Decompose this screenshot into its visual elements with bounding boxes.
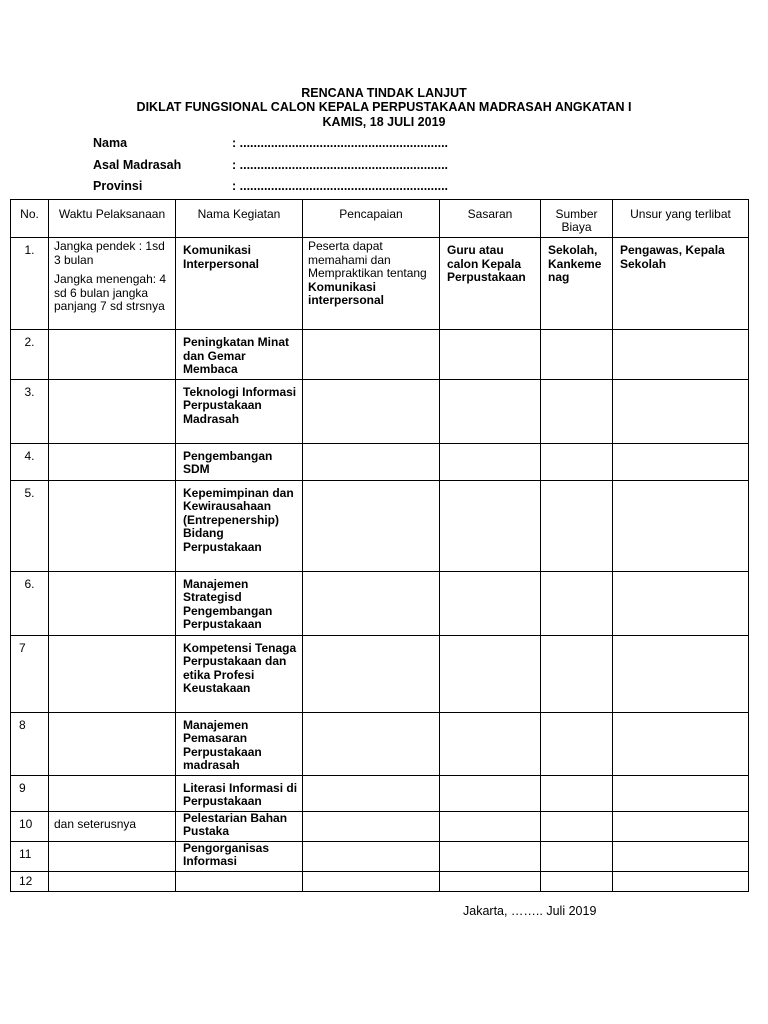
table-row	[11, 841, 749, 871]
row-waktu	[49, 871, 176, 891]
row-no: 10	[11, 811, 49, 841]
row-sumber-biaya	[541, 571, 613, 635]
waktu-jangka-menengah: Jangka menengah: 4 sd 6 bulan jangka panjang 7 sd strsnya	[54, 272, 167, 313]
row-pencapaian	[303, 379, 440, 443]
row-pencapaian	[303, 841, 440, 871]
row-sasaran	[440, 480, 541, 571]
row-unsur	[613, 330, 749, 380]
row-no: 3.	[11, 379, 49, 443]
table-row	[11, 712, 749, 775]
header-pencapaian: Pencapaian	[303, 200, 440, 238]
row-waktu	[49, 775, 176, 811]
row-sasaran	[440, 330, 541, 380]
row-sumber-biaya	[541, 841, 613, 871]
row-sasaran	[440, 443, 541, 480]
row-sasaran	[440, 775, 541, 811]
table-header-row	[11, 200, 749, 238]
row-no: 11	[11, 841, 49, 871]
row-kegiatan	[176, 871, 303, 891]
nama-value: : ............................................................	[232, 136, 449, 150]
row-no: 7	[11, 635, 49, 712]
row-waktu	[49, 841, 176, 871]
row-pencapaian	[303, 571, 440, 635]
header-sasaran: Sasaran	[440, 200, 541, 238]
row-unsur	[613, 871, 749, 891]
row-pencapaian	[303, 330, 440, 380]
row-pencapaian	[303, 871, 440, 891]
row-waktu	[49, 379, 176, 443]
row-unsur	[613, 635, 749, 712]
table-row	[11, 635, 749, 712]
row-sasaran	[440, 871, 541, 891]
row-sasaran	[440, 571, 541, 635]
table-row	[11, 480, 749, 571]
header-waktu: Waktu Pelaksanaan	[49, 200, 176, 238]
nama-label: Nama	[93, 136, 128, 150]
row-pencapaian	[303, 712, 440, 775]
row-sumber-biaya	[541, 443, 613, 480]
row-kegiatan: Kepemimpinan dan Kewirausahaan (Entrepenership) Bidang Perpustakaan	[176, 480, 303, 571]
row-unsur	[613, 841, 749, 871]
header-kegiatan: Nama Kegiatan	[176, 200, 303, 238]
row-kegiatan: Manajemen Pemasaran Perpustakaan madrasah	[176, 712, 303, 775]
table-row	[11, 379, 749, 443]
row-no: 1.	[11, 238, 49, 330]
header-unsur: Unsur yang terlibat	[613, 200, 749, 238]
row-kegiatan: Pelestarian Bahan Pustaka	[176, 811, 303, 841]
row-sumber-biaya	[541, 379, 613, 443]
row-pencapaian	[303, 775, 440, 811]
document-date: KAMIS, 18 JULI 2019	[322, 115, 446, 129]
row-waktu: dan seterusnya	[49, 811, 176, 841]
asal-madrasah-label: Asal Madrasah	[93, 158, 182, 172]
row-unsur: Pengawas, Kepala Sekolah	[613, 238, 749, 330]
row-waktu	[49, 443, 176, 480]
row-no: 2.	[11, 330, 49, 380]
place-date: Jakarta, …….. Juli 2019	[463, 904, 597, 918]
document-title: RENCANA TINDAK LANJUT	[301, 86, 467, 100]
row-sumber-biaya	[541, 811, 613, 841]
row-unsur	[613, 811, 749, 841]
row-waktu	[49, 712, 176, 775]
rtl-table	[10, 199, 749, 892]
row-pencapaian	[303, 443, 440, 480]
row-kegiatan: Pengembangan SDM	[176, 443, 303, 480]
provinsi-field	[93, 179, 448, 193]
row-sumber-biaya	[541, 775, 613, 811]
row-pencapaian	[303, 238, 440, 330]
row-unsur	[613, 443, 749, 480]
row-kegiatan: Pengorganisas Informasi	[176, 841, 303, 871]
nama-field	[93, 136, 448, 150]
row-waktu	[49, 480, 176, 571]
row-waktu	[49, 635, 176, 712]
row-pencapaian	[303, 811, 440, 841]
asal-madrasah-value: : ............................................................	[232, 158, 449, 172]
row-sumber-biaya	[541, 480, 613, 571]
provinsi-value: : ............................................................	[232, 179, 449, 193]
row-sumber-biaya: Sekolah, Kankeme nag	[541, 238, 613, 330]
row-no: 6.	[11, 571, 49, 635]
row-waktu	[49, 330, 176, 380]
row-kegiatan: Peningkatan Minat dan Gemar Membaca	[176, 330, 303, 380]
header-no: No.	[11, 200, 49, 238]
row-unsur	[613, 775, 749, 811]
row-kegiatan: Kompetensi Tenaga Perpustakaan dan etika Profesi Keustakaan	[176, 635, 303, 712]
table-row	[11, 871, 749, 891]
waktu-jangka-pendek: Jangka pendek : 1sd 3 bulan	[54, 239, 165, 267]
row-unsur	[613, 712, 749, 775]
row-pencapaian	[303, 480, 440, 571]
row-no: 5.	[11, 480, 49, 571]
row-kegiatan: Komunikasi Interpersonal	[176, 238, 303, 330]
row-waktu	[49, 571, 176, 635]
row-no: 4.	[11, 443, 49, 480]
provinsi-label: Provinsi	[93, 179, 143, 193]
row-sasaran: Guru atau calon Kepala Perpustakaan	[440, 238, 541, 330]
table-row	[11, 443, 749, 480]
pencapaian-text: Peserta dapat memahami dan Mempraktikan tentang	[308, 239, 427, 280]
table-row	[11, 775, 749, 811]
table-row	[11, 811, 749, 841]
pencapaian-highlight: Komunikasi interpersonal	[308, 279, 385, 307]
row-sasaran	[440, 811, 541, 841]
row-kegiatan: Manajemen Strategisd Pengembangan Perpustakaan	[176, 571, 303, 635]
row-unsur	[613, 571, 749, 635]
row-waktu	[49, 238, 176, 330]
row-unsur	[613, 480, 749, 571]
row-no: 12	[11, 871, 49, 891]
document-subtitle: DIKLAT FUNGSIONAL CALON KEPALA PERPUSTAKAAN MADRASAH ANGKATAN I	[136, 100, 632, 114]
row-sasaran	[440, 379, 541, 443]
row-sumber-biaya	[541, 330, 613, 380]
row-sasaran	[440, 841, 541, 871]
table-row	[11, 571, 749, 635]
row-pencapaian	[303, 635, 440, 712]
row-sumber-biaya	[541, 712, 613, 775]
table-row	[11, 330, 749, 380]
asal-madrasah-field	[93, 158, 448, 172]
row-kegiatan: Teknologi Informasi Perpustakaan Madrasah	[176, 379, 303, 443]
header-sumber-biaya: Sumber Biaya	[541, 200, 613, 238]
row-sasaran	[440, 712, 541, 775]
table-row	[11, 238, 749, 330]
row-sumber-biaya	[541, 871, 613, 891]
row-no: 8	[11, 712, 49, 775]
row-sumber-biaya	[541, 635, 613, 712]
row-no: 9	[11, 775, 49, 811]
row-unsur	[613, 379, 749, 443]
row-kegiatan: Literasi Informasi di Perpustakaan	[176, 775, 303, 811]
row-sasaran	[440, 635, 541, 712]
